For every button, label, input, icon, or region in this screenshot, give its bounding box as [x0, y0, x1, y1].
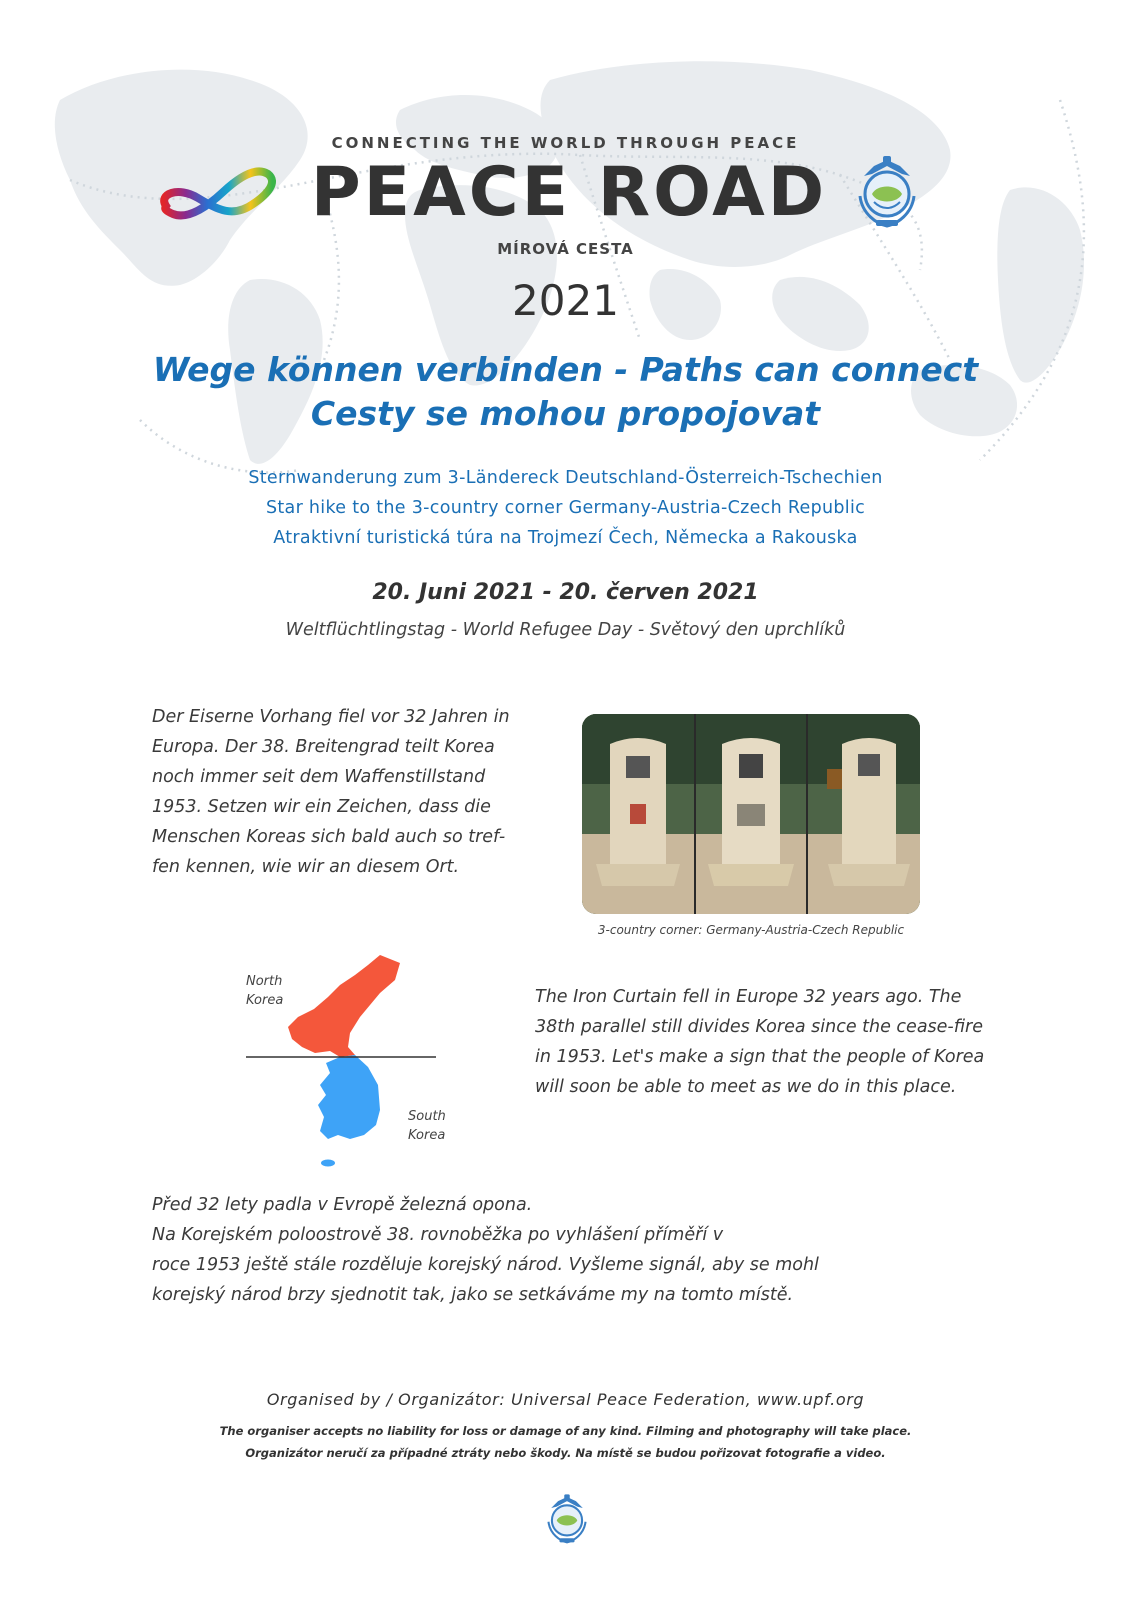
north-korea-shape — [288, 955, 400, 1057]
headline-line-2: Cesty se mohou propojovat — [310, 394, 821, 433]
upf-emblem-icon — [852, 154, 922, 230]
label-line: Korea — [246, 993, 284, 1008]
border-stones-photo — [582, 714, 920, 914]
paragraph-line: 38th parallel still divides Korea since the cease-fire — [535, 1017, 984, 1037]
disclaimer-english: The organiser accepts no liability for loss or damage of any kind. Filming and photography will take place. — [219, 1424, 912, 1438]
paragraph-line: 1953. Setzen wir ein Zeichen, dass die — [152, 797, 491, 817]
south-korea-label — [408, 1107, 446, 1145]
infinity-logo-icon — [158, 164, 288, 228]
paragraph-line: The Iron Curtain fell in Europe 32 years ago. The — [535, 987, 962, 1007]
paragraph-line: korejský národ brzy sjednotit tak, jako se setkáváme my na tomto místě. — [152, 1285, 794, 1305]
paragraph-line: will soon be able to meet as we do in this place. — [535, 1077, 957, 1097]
event-occasion: Weltflüchtlingstag - World Refugee Day - Světový den uprchlíků — [285, 620, 846, 640]
photo-caption: 3-country corner: Germany-Austria-Czech Republic — [597, 923, 905, 937]
brand-title: PEACE ROAD — [310, 153, 828, 232]
world-map-background — [20, 40, 1110, 510]
paragraph-line: in 1953. Let's make a sign that the people of Korea — [535, 1047, 985, 1067]
hike-german: Sternwanderung zum 3-Ländereck Deutschland-Österreich-Tschechien — [248, 468, 883, 488]
label-line: Korea — [408, 1128, 446, 1143]
tagline: CONNECTING THE WORLD THROUGH PEACE — [331, 134, 800, 152]
brand-row — [0, 150, 1131, 240]
hike-english: Star hike to the 3-country corner Germany-Austria-Czech Republic — [265, 498, 866, 518]
paragraph-line: Europa. Der 38. Breitengrad teilt Korea — [152, 737, 495, 757]
paragraph-line: roce 1953 ještě stále rozděluje korejský národ. Vyšleme signál, aby se mohl — [152, 1255, 819, 1275]
year: 2021 — [512, 276, 619, 325]
headline-line-1: Wege können verbinden - Paths can connect — [152, 350, 979, 389]
south-korea-shape — [318, 1055, 380, 1139]
disclaimer-czech: Organizátor neručí za případné ztráty nebo škody. Na místě se budou pořizovat fotografie a video. — [245, 1446, 886, 1460]
paragraph-line: noch immer seit dem Waffenstillstand — [152, 767, 486, 787]
organiser-line: Organised by / Organizátor: Universal Peace Federation, www.upf.org — [266, 1390, 865, 1409]
label-line: North — [246, 974, 283, 989]
paragraph-line: Před 32 lety padla v Evropě železná opona. — [152, 1195, 533, 1215]
paragraph-czech — [152, 1190, 832, 1310]
label-line: South — [408, 1109, 446, 1124]
jeju-island-shape — [321, 1160, 335, 1167]
subtitle-czech: MÍROVÁ CESTA — [497, 240, 634, 258]
north-korea-label — [246, 972, 283, 1010]
paragraph-line: Na Korejském poloostrově 38. rovnoběžka po vyhlášení příměří v — [152, 1225, 724, 1245]
event-date: 20. Juni 2021 - 20. červen 2021 — [372, 580, 759, 605]
hike-czech: Atraktivní turistická túra na Trojmezí Čech, Německa a Rakouska — [273, 528, 858, 548]
paragraph-line: fen kennen, wie wir an diesem Ort. — [152, 857, 460, 877]
upf-emblem-footer-icon — [543, 1492, 591, 1546]
paragraph-line: Menschen Koreas sich bald auch so tref- — [152, 827, 506, 847]
paragraph-german — [152, 702, 532, 882]
paragraph-english — [535, 982, 1005, 1102]
paragraph-line: Der Eiserne Vorhang fiel vor 32 Jahren in — [152, 707, 510, 727]
